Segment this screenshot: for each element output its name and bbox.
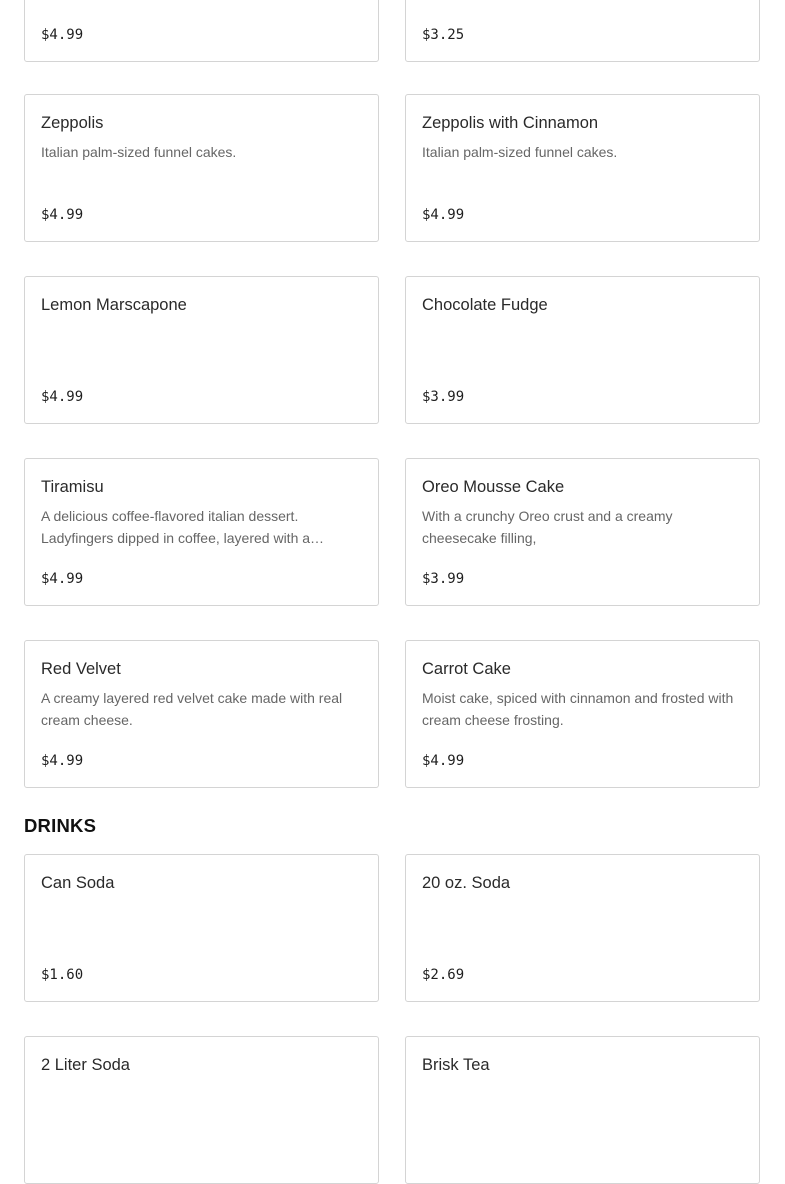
menu-item-card[interactable]: [24, 1036, 379, 1184]
menu-item-name: Oreo Mousse Cake: [422, 478, 565, 496]
menu-item-card[interactable]: [405, 640, 760, 788]
menu-item-description: With a crunchy Oreo crust and a creamy cheesecake filling,: [422, 508, 673, 546]
menu-item-card[interactable]: [405, 1036, 760, 1184]
menu-item-card[interactable]: [405, 458, 760, 606]
menu-item-card[interactable]: [24, 276, 379, 424]
menu-item-price: $4.99: [41, 27, 84, 43]
menu-item-card[interactable]: [405, 854, 760, 1002]
menu-item-price: $4.99: [41, 207, 84, 223]
menu-item-name: 2 Liter Soda: [41, 1056, 130, 1074]
menu-item-description: Moist cake, spiced with cinnamon and frosted with cream cheese frosting.: [422, 690, 734, 728]
menu-item-price: $4.99: [41, 571, 84, 587]
menu-item-card[interactable]: [405, 0, 760, 62]
menu-item-description: Italian palm-sized funnel cakes.: [422, 144, 618, 160]
menu-item-description: A delicious coffee-flavored italian dessert. Ladyfingers dipped in coffee, layered with a: [41, 508, 311, 546]
menu-item-name: Carrot Cake: [422, 660, 511, 678]
menu-item-price: $4.99: [41, 753, 84, 769]
menu-item-name: Brisk Tea: [422, 1056, 490, 1074]
menu-item-name: Chocolate Fudge: [422, 296, 548, 314]
menu-item-price: $1.60: [41, 967, 84, 983]
menu-item-name: Red Velvet: [41, 660, 121, 678]
menu-item-price: $3.99: [422, 571, 465, 587]
menu-item-card[interactable]: [405, 276, 760, 424]
menu-item-price: $4.99: [422, 207, 465, 223]
menu-item-name: Tiramisu: [41, 478, 104, 496]
menu-item-card[interactable]: [24, 458, 379, 606]
menu-item-description: A creamy layered red velvet cake made with real cream cheese.: [41, 690, 343, 728]
menu-item-price: $2.69: [422, 967, 465, 983]
menu-item-name: Zeppolis: [41, 114, 104, 132]
menu-item-price: $3.99: [422, 389, 465, 405]
menu-item-price: $3.25: [422, 27, 465, 43]
menu-item-name: 20 oz. Soda: [422, 874, 511, 892]
menu-item-description: Italian palm-sized funnel cakes.: [41, 144, 237, 160]
menu-item-name: Can Soda: [41, 874, 115, 892]
menu-item-name: Zeppolis with Cinnamon: [422, 114, 599, 132]
menu-item-card[interactable]: [24, 94, 379, 242]
menu-item-card[interactable]: [24, 854, 379, 1002]
menu-item-card[interactable]: [24, 0, 379, 62]
menu-item-name: Lemon Marscapone: [41, 296, 187, 314]
menu-item-card[interactable]: [405, 94, 760, 242]
menu-item-card[interactable]: [24, 640, 379, 788]
section-heading-drinks: DRINKS: [24, 815, 97, 836]
menu-item-price: $4.99: [41, 389, 84, 405]
menu-item-price: $4.99: [422, 753, 465, 769]
